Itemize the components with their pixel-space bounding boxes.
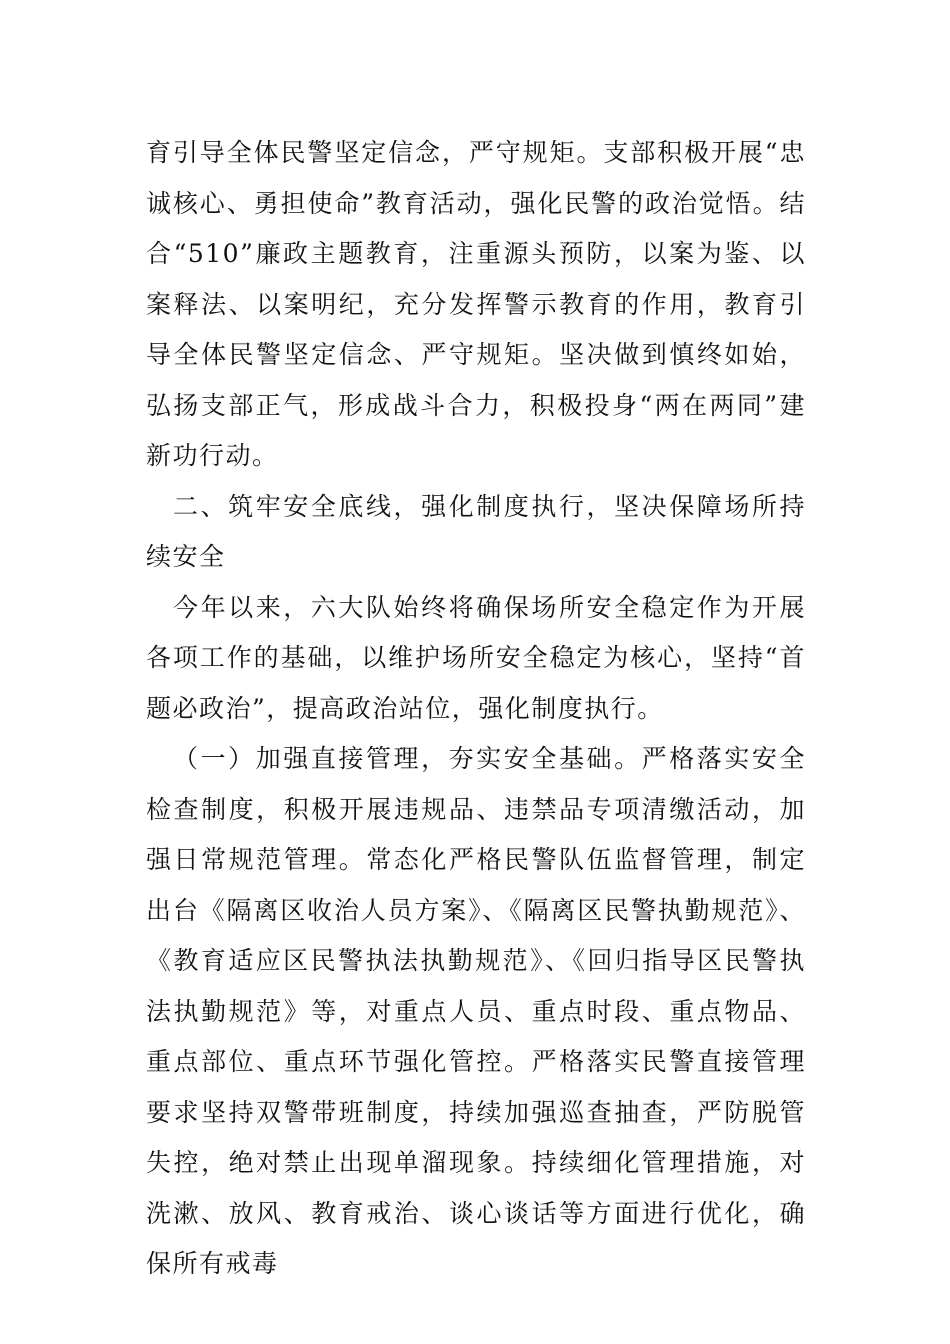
section-heading: 二、筑牢安全底线，强化制度执行，坚决保障场所持续安全 (146, 491, 806, 571)
body-paragraph-continued: 育引导全体民警坚定信念，严守规矩。支部积极开展“忠诚核心、勇担使命”教育活动，强化民警的政治觉悟。结合“510”廉政主题教育，注重源头预防，以案为鉴、以案释法、以案明纪，充分发挥警示教育的作用，教育引导全体民警坚定信念、严守规矩。坚决做到慎终如始，弘扬支部正气，形成战斗合力，积极投身“两在两同”建新功行动。 (146, 138, 806, 470)
body-paragraph-subsection-1: （一）加强直接管理，夯实安全基础。严格落实安全检查制度，积极开展违规品、违禁品专项清缴活动，加强日常规范管理。常态化严格民警队伍监督管理，制定出台《隔离区收治人员方案》、《隔离区民警执勤规范》、《教育适应区民警执法执勤规范》、《回归指导区民警执法执勤规范》等，对重点人员、重点时段、重点物品、重点部位、重点环节强化管控。严格落实民警直接管理要求坚持双警带班制度，持续加强巡查抽查，严防脱管失控，绝对禁止出现单溜现象。持续细化管理措施，对洗漱、放风、教育戒治、谈心谈话等方面进行优化，确保所有戒毒 (146, 744, 806, 1278)
body-paragraph-intro: 今年以来，六大队始终将确保场所安全稳定作为开展各项工作的基础，以维护场所安全稳定为核心，坚持“首题必政治”，提高政治站位，强化制度执行。 (146, 592, 806, 723)
document-page (146, 128, 806, 1290)
